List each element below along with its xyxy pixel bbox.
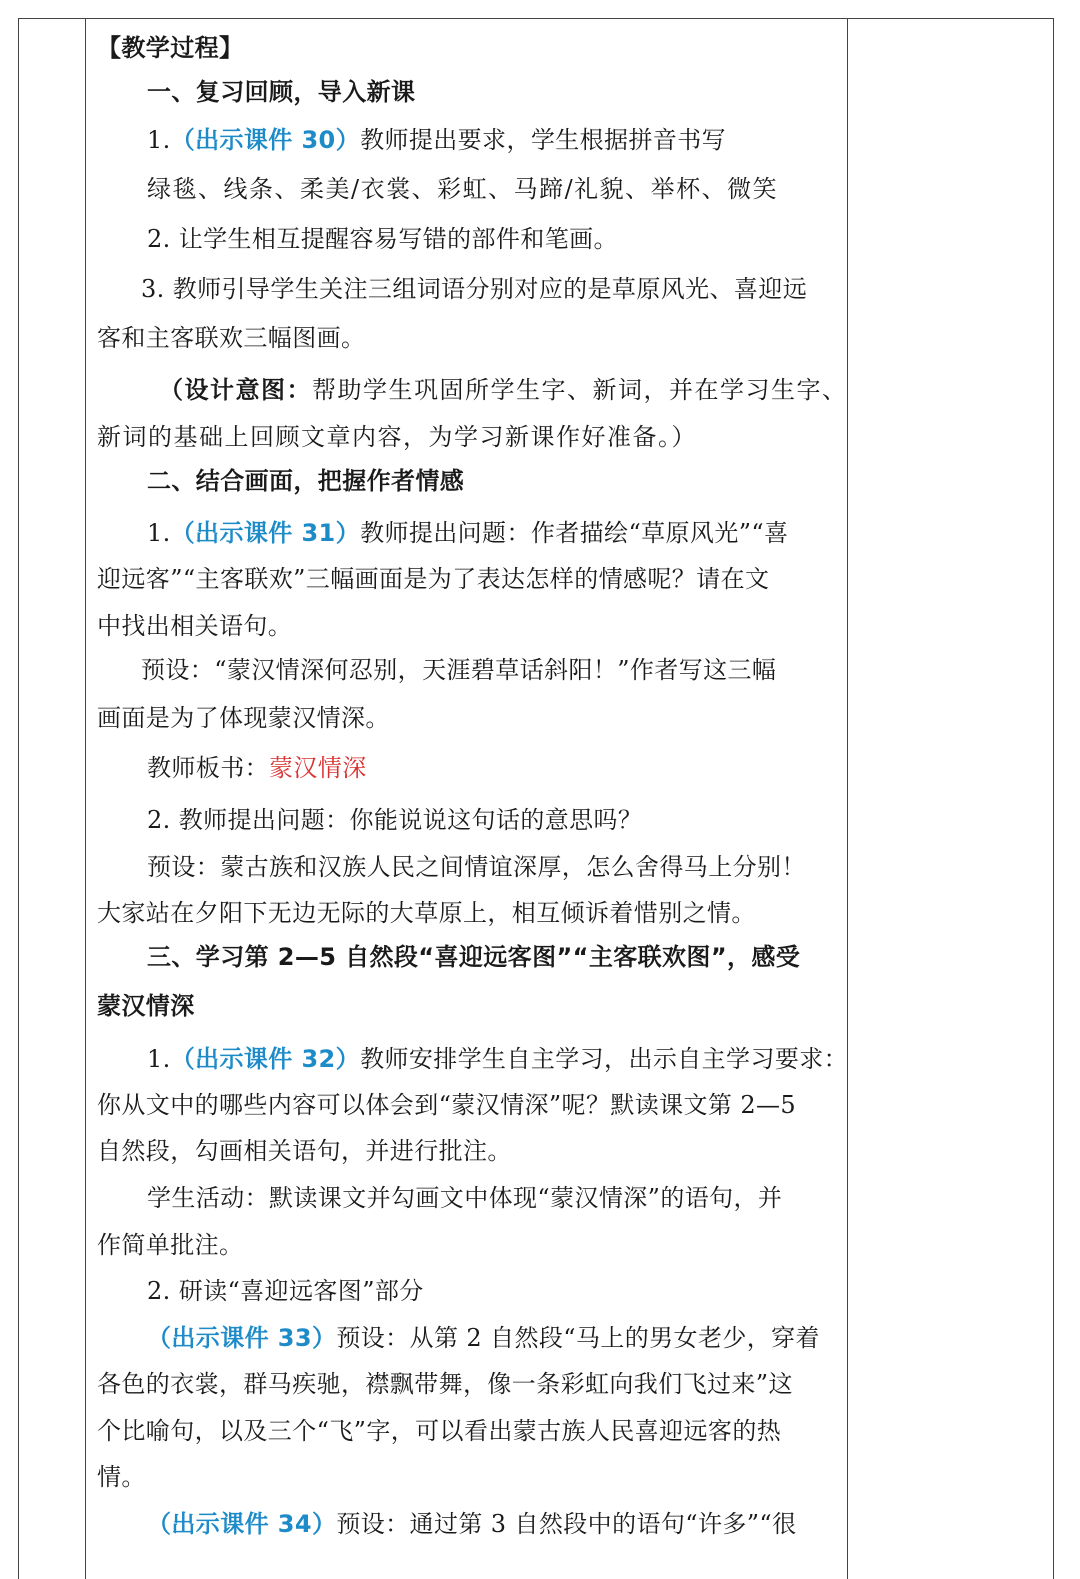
blackboard-line bbox=[147, 753, 367, 783]
item-number: 1. bbox=[147, 126, 171, 154]
blackboard-label: 教师板书： bbox=[147, 754, 269, 782]
design-intent-line bbox=[159, 375, 848, 405]
section-heading-review: 一、复习回顾，导入新课 bbox=[147, 78, 416, 106]
item-text: 教师安排学生自主学习，出示自主学习要求： bbox=[360, 1045, 849, 1073]
courseware-tag: （出示课件 31） bbox=[170, 519, 361, 547]
text-line: 3. 教师引导学生关注三组词语分别对应的是草原风光、喜迎远 bbox=[141, 275, 808, 303]
text-line: 2. 让学生相互提醒容易写错的部件和笔画。 bbox=[147, 225, 618, 253]
item-number: 1. bbox=[147, 1045, 171, 1073]
courseware-tag: （出示课件 33） bbox=[147, 1324, 337, 1352]
vocabulary-line: 绿毯、线条、柔美/衣裳、彩虹、马蹄/礼貌、举杯、微笑 bbox=[147, 175, 779, 203]
item-text: 教师提出问题：作者描绘“草原风光”“喜 bbox=[360, 519, 789, 547]
courseware-tag: （出示课件 30） bbox=[170, 126, 361, 154]
item-number: 1. bbox=[147, 519, 171, 547]
design-intent-label: （设计意图： bbox=[159, 376, 312, 404]
blackboard-text: 蒙汉情深 bbox=[269, 754, 367, 782]
text-line: 预设：蒙古族和汉族人民之间情谊深厚，怎么舍得马上分别！ bbox=[147, 853, 806, 881]
item-text: 教师提出要求，学生根据拼音书写 bbox=[360, 126, 727, 154]
column-divider-right bbox=[847, 19, 848, 1579]
text-line: 学生活动：默读课文并勾画文中体现“蒙汉情深”的语句，并 bbox=[147, 1184, 783, 1212]
text-line: 自然段，勾画相关语句，并进行批注。 bbox=[97, 1137, 512, 1165]
item-text: 预设：从第 2 自然段“马上的男女老少，穿着 bbox=[336, 1324, 820, 1352]
text-line: 画面是为了体现蒙汉情深。 bbox=[97, 704, 390, 732]
column-divider-left bbox=[85, 19, 86, 1579]
text-line: 大家站在夕阳下无边无际的大草原上，相互倾诉着惜别之情。 bbox=[97, 899, 756, 927]
text-line: 迎远客”“主客联欢”三幅画面是为了表达怎样的情感呢？请在文 bbox=[97, 565, 770, 593]
text-line: 情。 bbox=[97, 1463, 146, 1491]
section-heading-study: 三、学习第 2—5 自然段“喜迎远客图”“主客联欢图”，感受 bbox=[147, 943, 801, 971]
text-line bbox=[147, 125, 726, 155]
text-line bbox=[147, 1323, 820, 1353]
text-line: 个比喻句，以及三个“飞”字，可以看出蒙古族人民喜迎远客的热 bbox=[97, 1417, 782, 1445]
text-line bbox=[147, 518, 788, 548]
text-line: 各色的衣裳，群马疾驰，襟飘带舞，像一条彩虹向我们飞过来”这 bbox=[97, 1370, 793, 1398]
text-line: 你从文中的哪些内容可以体会到“蒙汉情深”呢？默读课文第 2—5 bbox=[97, 1091, 797, 1119]
text-line: 2. 教师提出问题：你能说说这句话的意思吗？ bbox=[147, 806, 643, 834]
courseware-tag: （出示课件 34） bbox=[147, 1510, 337, 1538]
text-line: 客和主客联欢三幅图画。 bbox=[97, 324, 366, 352]
design-intent-text: 帮助学生巩固所学生字、新词，并在学习生字、 bbox=[312, 376, 848, 404]
text-line: 中找出相关语句。 bbox=[97, 612, 293, 640]
section-heading-emotion: 二、结合画面，把握作者情感 bbox=[147, 467, 465, 495]
text-line: 2. 研读“喜迎远客图”部分 bbox=[147, 1277, 424, 1305]
text-line: 作简单批注。 bbox=[97, 1231, 244, 1259]
design-intent-line: 新词的基础上回顾文章内容，为学习新课作好准备。） bbox=[97, 423, 697, 451]
section-heading-study-cont: 蒙汉情深 bbox=[97, 992, 195, 1020]
text-line bbox=[147, 1509, 797, 1539]
text-line bbox=[147, 1044, 848, 1074]
item-text: 预设：通过第 3 自然段中的语句“许多”“很 bbox=[336, 1510, 797, 1538]
text-line: 预设：“蒙汉情深何忍别，天涯碧草话斜阳！”作者写这三幅 bbox=[141, 656, 777, 684]
section-heading-process: 【教学过程】 bbox=[97, 34, 244, 62]
courseware-tag: （出示课件 32） bbox=[170, 1045, 361, 1073]
